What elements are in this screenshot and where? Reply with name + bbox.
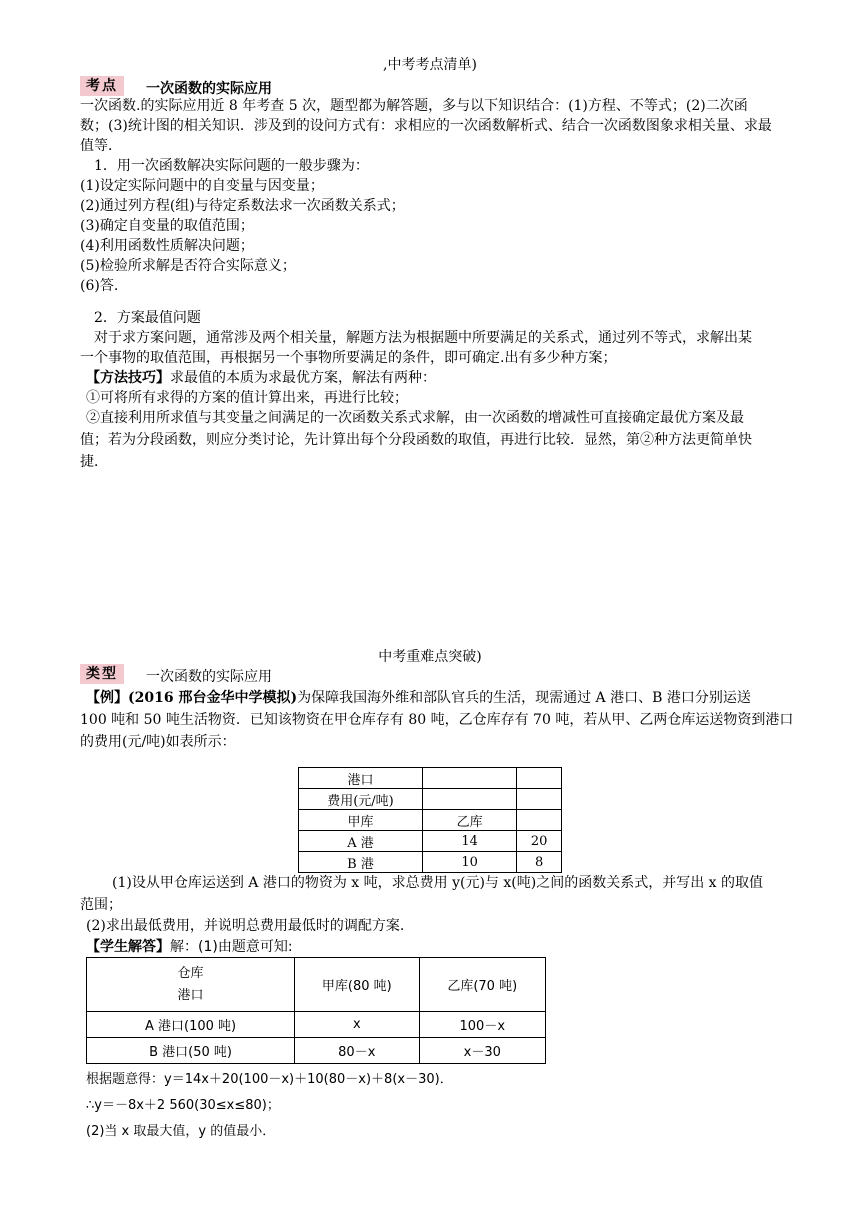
tips-text: 求最值的本质为求最优方案，解法有两种： [170, 370, 436, 386]
corner-top: 仓库 [177, 965, 204, 981]
cost-table [298, 767, 562, 873]
step-6: (6)答. [80, 278, 119, 294]
table-cell: 14 [423, 831, 517, 852]
answer-label: 【学生解答】 [86, 939, 170, 955]
example-line-3: 的费用(元/吨)如表所示： [80, 734, 236, 750]
plan-line-2: 一个事物的取值范围，再根据另一个事物所要满足的条件，即可确定.出有多少种方案； [80, 350, 617, 366]
table-cell: 港口 [299, 768, 423, 789]
intro-line-1: 一次函数.的实际应用近 8 年考查 5 次，题型都为解答题，多与以下知识结合：(1)方程、不等式；(2)二次函 [80, 98, 748, 114]
solution-1: 根据题意得：y＝14x＋20(100－x)＋10(80－x)＋8(x－30)． [86, 1072, 453, 1087]
table-cell [517, 768, 562, 789]
step-2: (2)通过列方程(组)与待定系数法求一次函数关系式； [80, 198, 405, 214]
example-label: 【例】(2016 邢台金华中学模拟) [86, 690, 298, 706]
table-cell: x [295, 1012, 419, 1038]
table-header-cell: 乙库(70 吨) [419, 958, 545, 1012]
leixing-tag: 类型 [80, 664, 124, 684]
corner-bottom: 港口 [177, 987, 204, 1003]
table-row [87, 1038, 546, 1064]
question-1-cont: 范围； [80, 897, 122, 913]
plan-line-1: 对于求方案问题，通常涉及两个相关量，解题方法为根据题中所要满足的关系式，通过列不等式，求解出某 [94, 330, 752, 346]
table-cell: 乙库 [423, 810, 517, 831]
table-corner-cell [87, 958, 295, 1012]
allocation-table [86, 957, 546, 1064]
solution-2: ∴y＝－8x＋2 560(30≤x≤80)； [86, 1098, 280, 1113]
table-row [299, 789, 562, 810]
tip-4: 捷． [80, 454, 108, 470]
step-5: (5)检验所求解是否符合实际意义； [80, 258, 296, 274]
table-cell: 10 [423, 852, 517, 873]
steps-title: 1．用一次函数解决实际问题的一般步骤为： [94, 158, 369, 174]
example-line-1 [86, 688, 751, 708]
section-header-2: 中考重难点突破) [378, 649, 482, 665]
table-cell [423, 768, 517, 789]
table-cell: 甲库 [299, 810, 423, 831]
table-cell [517, 810, 562, 831]
table-row [87, 958, 546, 1012]
table-cell: 费用(元/吨) [299, 789, 423, 810]
table-row [299, 768, 562, 789]
table-cell: A 港 [299, 831, 423, 852]
step-4: (4)利用函数性质解决问题； [80, 238, 254, 254]
example-line-2: 100 吨和 50 吨生活物资．已知该物资在甲仓库存有 80 吨，乙仓库存有 70 吨，若从甲、乙两仓库运送物资到港口 [80, 712, 794, 728]
kaodian-title: 一次函数的实际应用 [146, 81, 272, 97]
tips-label: 【方法技巧】 [86, 370, 170, 386]
question-1: (1)设从甲仓库运送到 A 港口的物资为 x 吨，求总费用 y(元)与 x(吨)之间的函数关系式，并写出 x 的取值 [112, 875, 763, 891]
table-header-cell: 甲库(80 吨) [295, 958, 419, 1012]
step-1: (1)设定实际问题中的自变量与因变量； [80, 178, 324, 194]
table-row [299, 831, 562, 852]
tip-2: ②直接利用所求值与其变量之间满足的一次函数关系式求解，由一次函数的增减性可直接确定最优方案及最 [86, 410, 744, 426]
plan-title: 2．方案最值问题 [94, 310, 201, 326]
tip-1: ①可将所有求得的方案的值计算出来，再进行比较； [86, 390, 408, 406]
leixing-title: 一次函数的实际应用 [146, 669, 272, 685]
table-cell: 8 [517, 852, 562, 873]
table-cell: 100－x [419, 1012, 545, 1038]
kaodian-tag: 考点 [80, 76, 124, 96]
answer-text: 解：(1)由题意可知: [170, 939, 293, 955]
tips-line [86, 368, 436, 388]
table-cell: A 港口(100 吨) [87, 1012, 295, 1038]
tip-3: 值；若为分段函数，则应分类讨论，先计算出每个分段函数的取值，再进行比较．显然，第②种方法更简单快 [80, 432, 752, 448]
table-cell: B 港 [299, 852, 423, 873]
question-2: (2)求出最低费用，并说明总费用最低时的调配方案. [86, 918, 405, 934]
example-text-1: 为保障我国海外维和部队官兵的生活，现需通过 A 港口、B 港口分别运送 [297, 690, 751, 706]
table-cell [517, 789, 562, 810]
table-row [299, 810, 562, 831]
intro-line-2: 数；(3)统计图的相关知识．涉及到的设问方式有：求相应的一次函数解析式、结合一次函数图象求相关量、求最 [80, 118, 772, 134]
answer-line [86, 937, 293, 957]
step-3: (3)确定自变量的取值范围； [80, 218, 254, 234]
table-cell: B 港口(50 吨) [87, 1038, 295, 1064]
solution-3: (2)当 x 取最大值，y 的值最小． [86, 1124, 276, 1139]
table-row [299, 852, 562, 873]
table-cell: x－30 [419, 1038, 545, 1064]
table-cell: 20 [517, 831, 562, 852]
intro-line-3: 值等． [80, 138, 122, 154]
table-cell [423, 789, 517, 810]
table-cell: 80－x [295, 1038, 419, 1064]
section-header-1: ,中考考点清单) [383, 57, 477, 73]
table-row [87, 1012, 546, 1038]
